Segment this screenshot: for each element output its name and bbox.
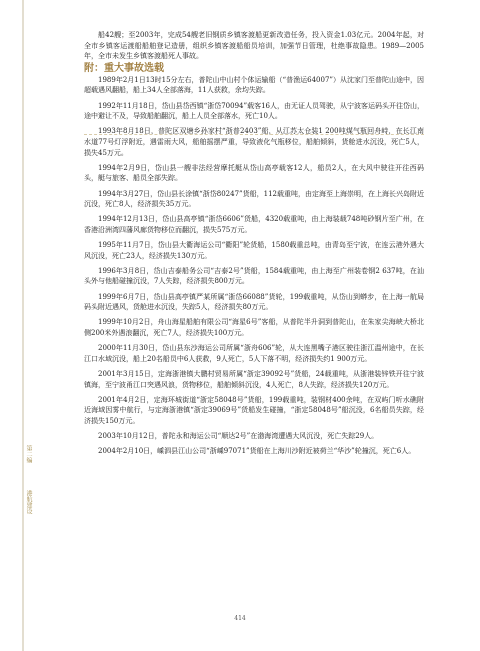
accident-entry: 1995年11月7日，岱山县大衢海运公司“衢阳”轮货船，1580载重总吨，由青岛至宁波，在连云港外遇大风沉没，死亡23人，经济损失130万元。 [84, 241, 424, 260]
page-content [84, 30, 424, 462]
accident-entry: 2001年3月15日，定海浙港镇大鹏村贸易所属“浙定39092号”货船，24载重吨，从浙港装锌铁开往宁波镇海，至宁波甬江口突遇风浪，货物移位，船舶倾斜沉没，4人死亡，8人失踪，经济损失120万元。 [84, 369, 424, 389]
section-label: 港航建设 [25, 490, 32, 514]
accident-entry: 2001年4月2日，定海环城街道“浙定58048号”货船，199载重吨，装钢材400余吨，在双屿门听水礁附近海域因雾中航行，与定海浙港镇“浙定39069号”货船发生碰撞，“浙定58048号”船沉没，6名船员失踪，经济损失150万元。 [84, 395, 424, 425]
margin-bar [22, 0, 24, 651]
accident-entry: 2003年10月12日，普陀永和海运公司“顺达2号”在渤海湾遭遇大风沉没，死亡失踪29人。 [98, 432, 379, 441]
accident-entry: 1992年11月18日，岱山县岱西镇“浙岱70094”载客16人，由无证人员驾驶，从宁波客运码头开往岱山，途中避让不及，导致船舶翻沉，船上人员全部落水，死亡10人。 [84, 101, 424, 121]
accident-entry: 1994年3月27日，岱山县长涂镇“浙岱80247”货船，112载重吨，由定海至上海崇明，在上海长兴岛附近沉没，死亡8人，经济损失35万元。 [84, 189, 424, 209]
accident-entry: 1993年8月18日，普陀区双塘乡孙家村“浙普2403”船，从江苏太仓装1 200吨煤气瓶回舟峙，在长江南水道77号灯浮附近，遇雷雨大风，船舶摇摆严重，导致液化气瓶移位，船舶倾斜，货舱进水沉没，死亡5人，损失45万元。 [84, 127, 424, 157]
heading-divider [84, 134, 424, 135]
intro-paragraph: 船42艘；至2003年，完成54艘老旧钢质乡镇客渡船更新改造任务，投入资金1.03亿元。2004年起，对全市乡镇客运渡船船舶登记造册，组织乡镇客渡船船员培训，加强节日管理，杜绝事故隐患。1989—2005年，全市未发生乡镇客渡船死人事故。 [84, 31, 424, 61]
page-number: 414 [234, 615, 246, 622]
accident-entry: 1994年2月9日，岱山县一艘非法经营摩托艇从岱山高亭载客12人，船员2人，在大风中驶往开往西码头，艇与旅客、船员全部失踪。 [84, 163, 424, 183]
accident-entry: 1989年2月1日13时15分左右，普陀山中山村个体运输船（“普渔运64007”）从沈家门至普陀山途中，因超载遇风翻船，船上34人全部落海，11人获救，余均失踪。 [84, 75, 424, 95]
chapter-label: 第二编 [25, 445, 32, 463]
accident-entry: 2004年2月10日，嵊泗县江山公司“浙嵊97071”货船在上海川沙附近被荷兰“华沙”轮撞沉，死亡6人。 [98, 447, 416, 456]
accident-list [84, 75, 424, 457]
accident-entry: 1994年12月13日，岱山县高亭镇“浙岱6606”货船，4320载重吨，由上海装载748吨砂钢片至广州，在香港沿洲湾四藩风廊货物移位而翻沉，损失575万元。 [84, 215, 424, 234]
accident-entry: 2000年11月30日，岱山县东沙海运公司所属“浙舟606”轮，从大连黑嘴子港区驶往浙江温州途中，在长江口水域沉没，船上20名船员中6人获救，9人死亡，5人下落不明，经济损失约1 900万元。 [84, 344, 424, 363]
appendix-heading: 附：重大事故选载 [84, 62, 164, 74]
accident-entry: 1999年10月2日，舟山海星船舶有限公司“海星6号”客船，从普陀半升洞到普陀山，在朱家尖海峡大桥北侧200米外遇浪翻沉，死亡7人，经济损失100万元。 [84, 318, 424, 337]
accident-entry: 1996年3月8日，岱山吉泰船务公司“吉泰2号”货船，1584载重吨，由上海至广州装卷钢2 637吨，在汕头外与他船碰撞沉没，7人失踪，经济损失800万元。 [84, 266, 424, 286]
accident-entry: 1999年6月7日，岱山县高亭镇严某所属“浙岱66088”货轮，199载重吨，从岱山到蟒步，在上海一航局码头附近遇风，货舱进水沉没，失踪5人，经济损失80万元。 [84, 292, 424, 312]
